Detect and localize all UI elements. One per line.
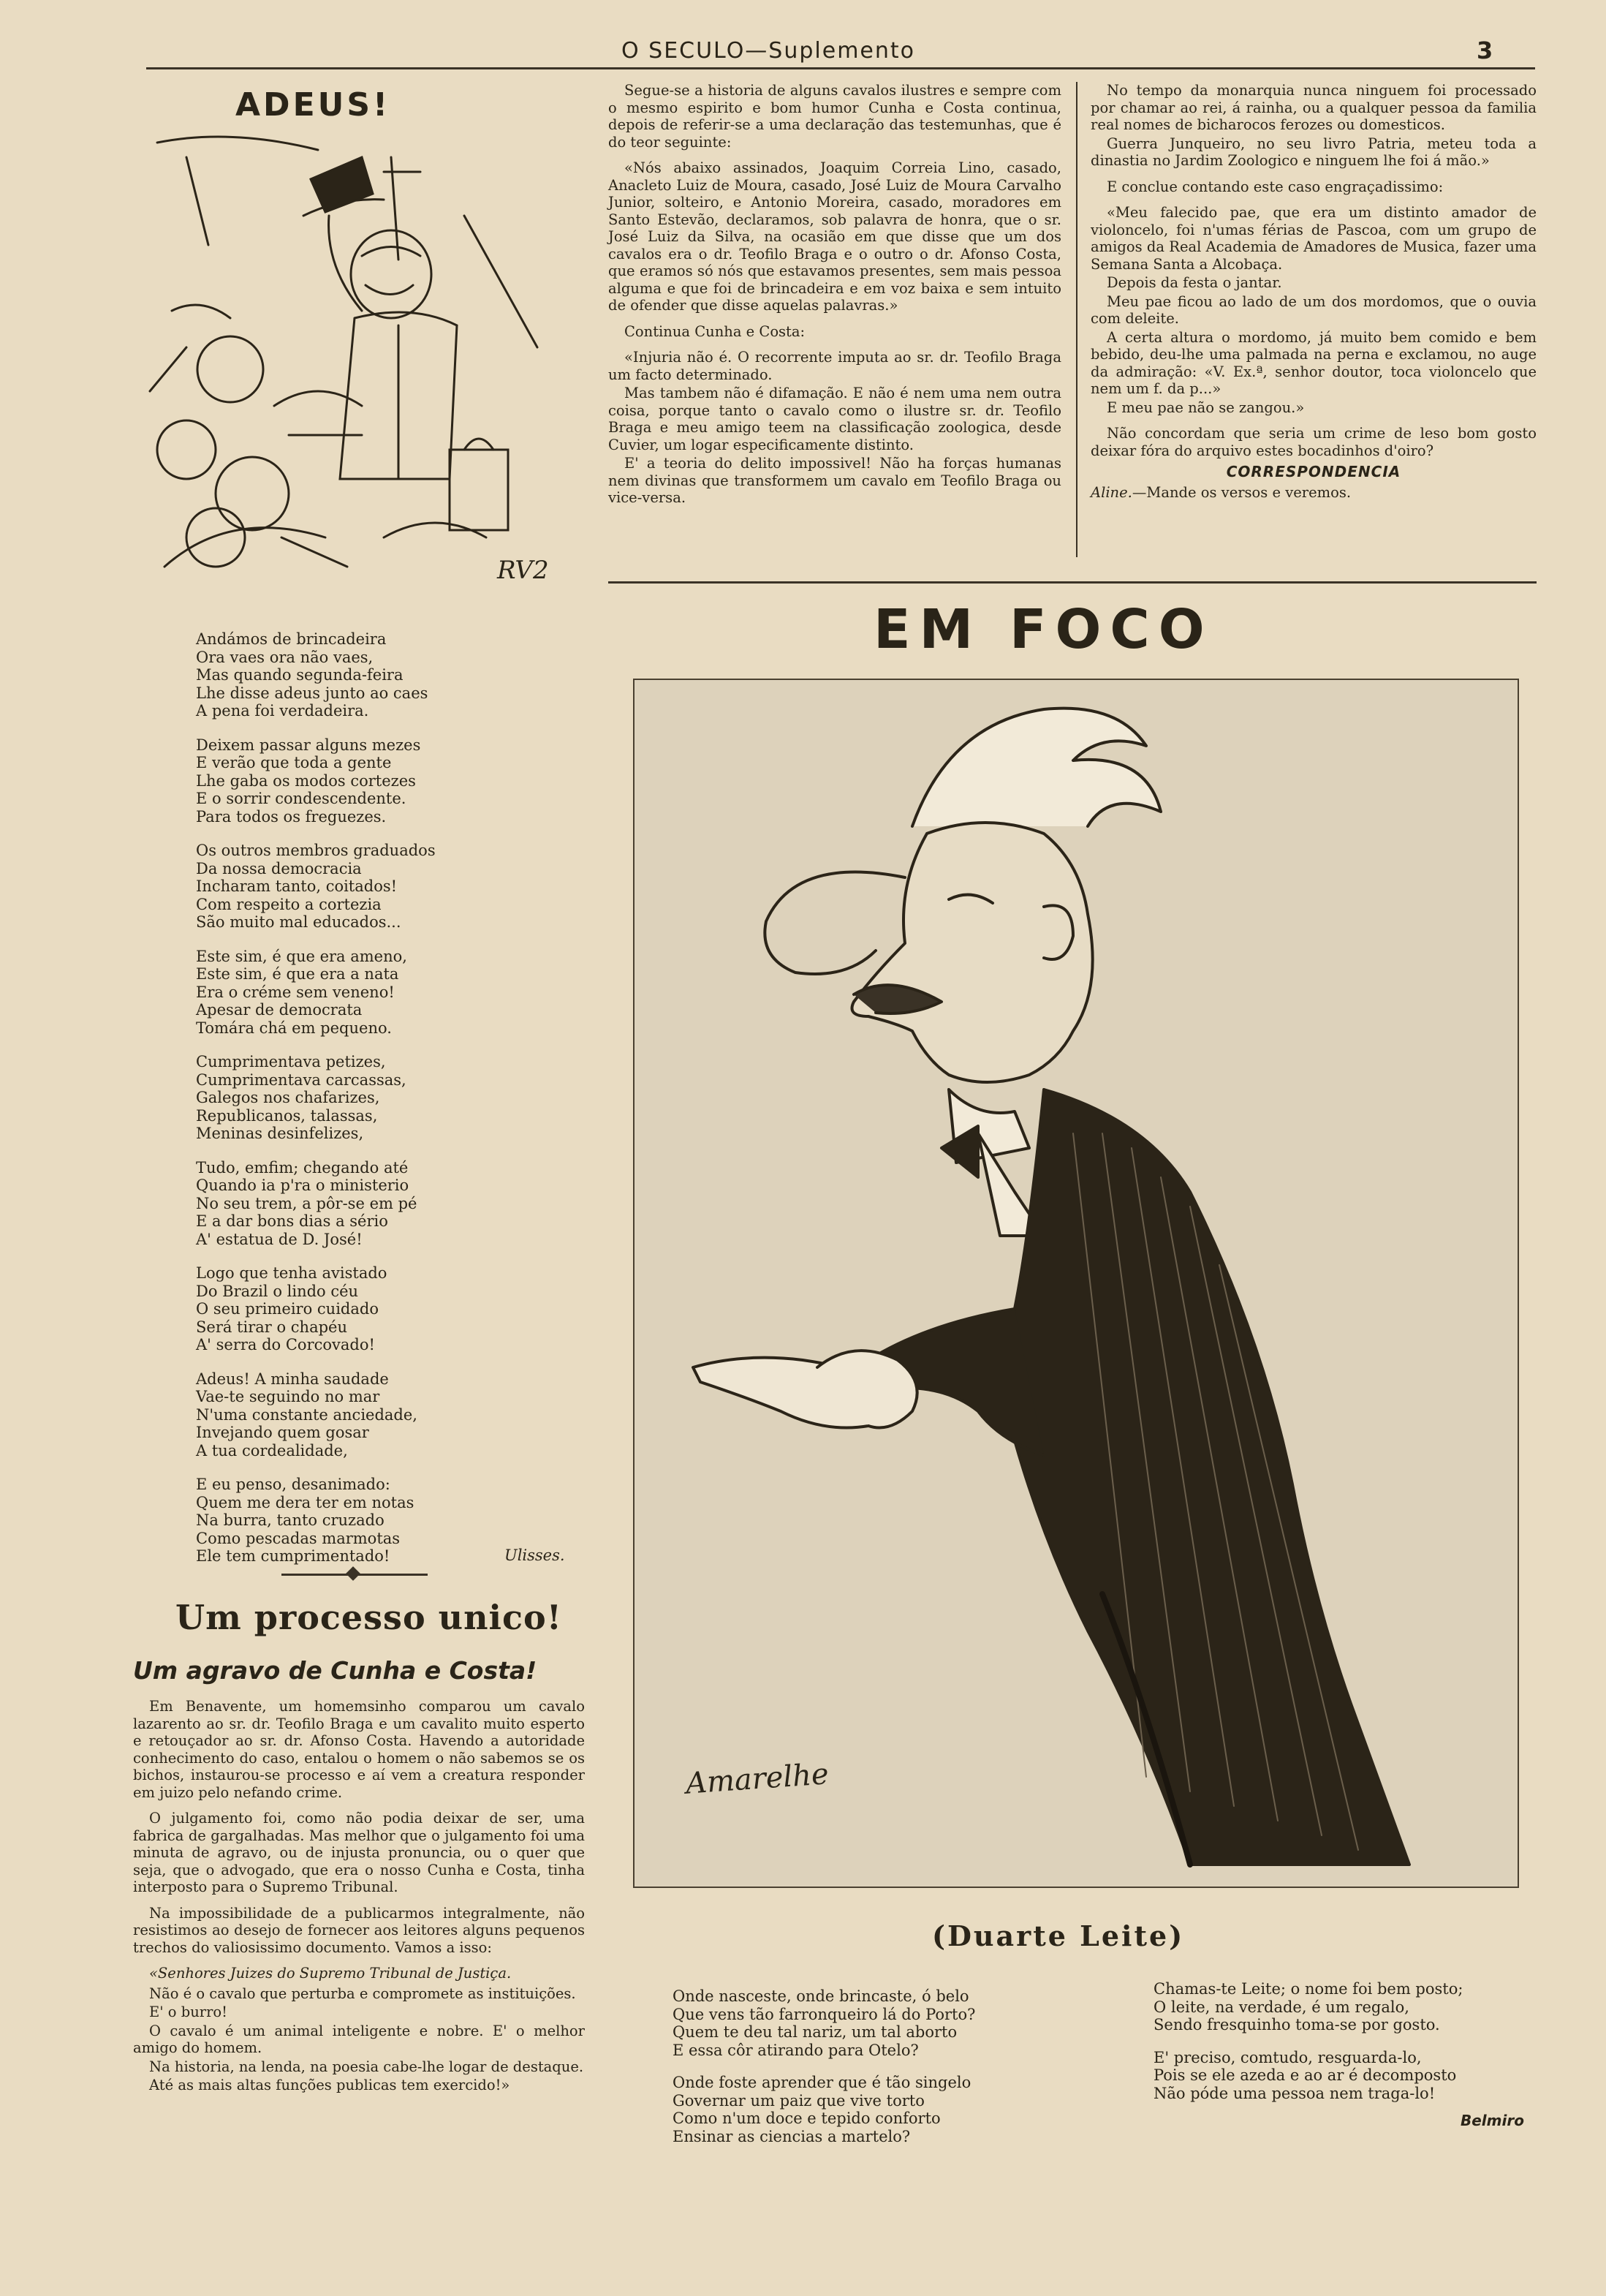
article-processo-body	[133, 1698, 585, 2094]
poem-line: O seu primeiro cuidado	[196, 1300, 379, 1318]
poem-line: Será tirar o chapéu	[196, 1318, 347, 1336]
poem-line: Logo que tenha avistado	[196, 1264, 387, 1282]
caricature-signature: Amarelhe	[684, 1757, 830, 1801]
poem-line: Lhe disse adeus junto ao caes	[196, 684, 428, 702]
poem-stanza	[673, 1987, 1053, 2059]
paragraph: Continua Cunha e Costa:	[624, 322, 806, 340]
cartoon-adeus-illustration	[143, 128, 559, 596]
poem-line: Deixem passar alguns mezes	[196, 736, 421, 754]
poem-stanza	[1154, 1980, 1519, 2034]
poem-line: Tudo, emfim; chegando até	[196, 1158, 409, 1177]
poem-line: Quem me dera ter em notas	[196, 1493, 414, 1511]
poem-line: A' serra do Corcovado!	[196, 1336, 375, 1353]
poem-line: Apesar de democrata	[196, 1001, 363, 1019]
paragraph: Na impossibilidade de a publicarmos integralmente, não resistimos ao desejo de fornecer aos leitores alguns pequenos trechos do valiosissimo documento. Vamos a isso:	[133, 1904, 585, 1956]
correspondencia-title: CORRESPONDENCIA	[1226, 463, 1401, 480]
section-rule	[608, 581, 1537, 584]
ornament-diamond	[346, 1566, 360, 1581]
header-rule	[146, 67, 1535, 69]
poem-line: E o sorrir condescendente.	[196, 790, 406, 807]
poem-line: Não póde uma pessoa nem traga-lo!	[1154, 2084, 1436, 2102]
paragraph: «Nós abaixo assinados, Joaquim Correia Lino, casado, Anacleto Luiz de Moura, casado, José Luiz de Moura Carvalho Junior, solteiro, e Antonio Moreira, casado, moradores em Santo Estevão, declaramos, sob palavra de honra, que o sr. José Luiz da Silva, na ocasião em que disse que um dos cavalos era o dr. Teofilo Braga e o outro o dr. Afonso Costa, que eramos só nós que estavamos presentes, sem mais pessoa alguma e que foi de brincadeira e em voz baixa e sem intuito de ofender que disse aquelas palavras.»	[608, 159, 1061, 314]
poem-line: O leite, na verdade, é um regalo,	[1154, 1998, 1409, 2016]
poem-line: N'uma constante anciedade,	[196, 1405, 417, 1424]
paragraph: «Senhores Juizes do Supremo Tribunal de Justiça.	[149, 1965, 512, 1982]
paragraph: Segue-se a historia de alguns cavalos ilustres e sempre com o mesmo espirito e bom humor Cunha e Costa continua, depois de referir-se a uma declaração das testemunhas, que é do teor seguinte:	[608, 82, 1061, 151]
poem-line: Sendo fresquinho toma-se por gosto.	[1154, 2016, 1440, 2033]
em-foco-title: EM FOCO	[874, 598, 1213, 661]
poem-line: Onde nasceste, onde brincaste, ó belo	[673, 1987, 969, 2005]
poem-line: A pena foi verdadeira.	[196, 702, 369, 720]
poem-line: Lhe gaba os modos cortezes	[196, 771, 416, 790]
poem-line: Cumprimentava carcassas,	[196, 1070, 406, 1089]
article-subtitle: Um agravo de Cunha e Costa!	[133, 1656, 537, 1685]
paragraph: «Injuria não é. O recorrente imputa ao sr. dr. Teofilo Braga um facto determinado.	[608, 349, 1061, 383]
paragraph: E conclue contando este caso engraçadissimo:	[1107, 178, 1444, 195]
em-foco-poem-author: Belmiro	[1461, 2112, 1524, 2129]
correspondencia-note	[1091, 484, 1537, 502]
column-middle	[608, 82, 1061, 516]
poem-stanza	[196, 736, 503, 826]
newspaper-header-title: O SECULO—Suplemento	[621, 38, 916, 64]
poem-stanza	[1154, 2049, 1519, 2103]
poem-line: No seu trem, a pôr-se em pé	[196, 1194, 417, 1212]
poem-stanza	[196, 1264, 503, 1354]
poem-line: Incharam tanto, coitados!	[196, 877, 398, 895]
poem-line: Era o créme sem veneno!	[196, 983, 395, 1001]
paragraph: «Meu falecido pae, que era um distinto amador de violoncelo, foi n'umas férias de Pascoa, com um grupo de amigos da Real Academia de Amadores de Musica, fazer uma Semana Santa a Alcobaça.	[1091, 204, 1537, 273]
caricature-duarte-leite	[635, 680, 1518, 1887]
em-foco-poem-left	[673, 1987, 1053, 2145]
column-divider	[1076, 82, 1077, 557]
poem-line: Galegos nos chafarizes,	[196, 1089, 380, 1106]
paragraph: Não é o cavalo que perturba e compromete as instituições.	[149, 1985, 576, 2002]
paragraph: Não concordam que seria um crime de leso bom gosto deixar fóra do arquivo estes bocadinhos d'oiro?	[1091, 425, 1537, 459]
paragraph: Na historia, na lenda, na poesia cabe-lhe logar de destaque.	[149, 2058, 584, 2075]
poem-line: Vae-te seguindo no mar	[196, 1388, 380, 1405]
poem-line: Mas quando segunda-feira	[196, 666, 404, 684]
poem-stanza	[196, 1159, 503, 1249]
poem-line: A' estatua de D. José!	[196, 1230, 363, 1248]
paragraph: E' o burro!	[149, 2004, 227, 2020]
paragraph: O cavalo é um animal inteligente e nobre. E' o melhor amigo do homem.	[133, 2022, 585, 2056]
poem-line: Chamas-te Leite; o nome foi bem posto;	[1154, 1980, 1463, 1998]
poem-line: Andámos de brincadeira	[196, 630, 387, 648]
poem-stanza	[196, 1476, 503, 1566]
poem-line: Ora vaes ora não vaes,	[196, 648, 374, 666]
paragraph: Em Benavente, um homemsinho comparou um cavalo lazarento ao sr. dr. Teofilo Braga e um cavalito muito esperto e retouçador ao sr. dr. Afonso Costa. Havendo a autoridade conhecimento do caso, entalou o homem o não sabemos se os bichos, instaurou-se processo e aí vem a creatura responder em juizo pelo nefando crime.	[133, 1698, 585, 1801]
poem-line: E' preciso, comtudo, resguarda-lo,	[1154, 2048, 1422, 2066]
poem-stanza	[196, 842, 503, 932]
poem-line: Cumprimentava petizes,	[196, 1053, 386, 1070]
caricature-frame	[633, 679, 1519, 1888]
paragraph: Guerra Junqueiro, no seu livro Patria, meteu toda a dinastia no Jardim Zoologico e ninguem lhe foi á mão.»	[1091, 135, 1537, 169]
paragraph: E meu pae não se zangou.»	[1107, 399, 1305, 416]
poem-line: Quem te deu tal nariz, um tal aborto	[673, 2023, 958, 2041]
poem-line: Onde foste aprender que é tão singelo	[673, 2074, 971, 2091]
poem-line: Com respeito a cortezia	[196, 895, 382, 913]
poem-line: Pois se ele azeda e ao ar é decomposto	[1154, 2066, 1457, 2084]
poem-line: Da nossa democracia	[196, 859, 362, 877]
page-number: 3	[1477, 37, 1493, 64]
poem-line: Do Brazil o lindo céu	[196, 1282, 359, 1300]
poem-line: São muito mal educados...	[196, 913, 401, 931]
poem-stanza	[196, 1370, 503, 1460]
poem-stanza	[196, 1053, 503, 1143]
poem-line: Tomára chá em pequeno.	[196, 1019, 392, 1037]
caricature-caption: (Duarte Leite)	[932, 1919, 1185, 1952]
poem-line: E a dar bons dias a sério	[196, 1212, 388, 1230]
poem-line: Como pescadas marmotas	[196, 1529, 401, 1547]
paragraph: Depois da festa o jantar.	[1107, 274, 1282, 291]
poem-line: Para todos os freguezes.	[196, 807, 387, 826]
article-title: Um processo unico!	[175, 1598, 562, 1637]
paragraph: No tempo da monarquia nunca ninguem foi processado por chamar ao rei, á rainha, ou a qualquer pessoa da familia real nomes de bicharocos ferozes ou domesticos.	[1091, 82, 1537, 133]
correspondencia-name: Aline.	[1091, 483, 1132, 501]
poem-line: Ele tem cumprimentado!	[196, 1547, 390, 1565]
poem-line: Governar um paiz que vive torto	[673, 2091, 925, 2110]
em-foco-poem-right	[1154, 1980, 1519, 2102]
poem-line: Que vens tão farronqueiro lá do Porto?	[673, 2005, 976, 2023]
poem-line: Meninas desinfelizes,	[196, 1125, 364, 1142]
poem-author: Ulisses.	[504, 1547, 565, 1564]
correspondencia-text: —Mande os versos e veremos.	[1132, 483, 1352, 501]
paragraph: E' a teoria do delito impossivel! Não ha forças humanas nem divinas que transformem um cavalo em Teofilo Braga ou vice-versa.	[608, 455, 1061, 506]
poem-line: E verão que toda a gente	[196, 754, 392, 771]
poem-line: Este sim, é que era a nata	[196, 965, 399, 983]
poem-line: Como n'um doce e tepido conforto	[673, 2110, 941, 2127]
poem-line: Republicanos, talassas,	[196, 1106, 378, 1125]
column-right	[1091, 82, 1537, 501]
cartoon-signature: RV2	[497, 556, 549, 585]
poem-line: E eu penso, desanimado:	[196, 1476, 390, 1493]
paragraph: Meu pae ficou ao lado de um dos mordomos, que o ouvia com deleite.	[1091, 292, 1537, 327]
poem-line: Adeus! A minha saudade	[196, 1370, 389, 1388]
poem-line: Ensinar as ciencias a martelo?	[673, 2127, 911, 2145]
poem-line: Este sim, é que era ameno,	[196, 947, 407, 965]
poem-stanza	[196, 948, 503, 1038]
paragraph: Até as mais altas funções publicas tem exercido!»	[149, 2077, 510, 2093]
paragraph: A certa altura o mordomo, já muito bem comido e bem bebido, deu-lhe uma palmada na perna e exclamou, no auge da admiração: «V. Ex.ª, senhor doutor, toca violoncelo que nem um f. da p...»	[1091, 328, 1537, 397]
poem-adeus	[196, 630, 503, 1566]
poem-stanza	[673, 2074, 1053, 2145]
poem-line: E essa côr atirando para Otelo?	[673, 2041, 919, 2059]
poem-line: Na burra, tanto cruzado	[196, 1511, 385, 1529]
poem-stanza	[196, 630, 503, 720]
poem-line: Invejando quem gosar	[196, 1424, 369, 1441]
cartoon-title: ADEUS!	[235, 86, 391, 124]
paragraph: O julgamento foi, como não podia deixar de ser, uma fabrica de gargalhadas. Mas melhor que o julgamento foi uma minuta de agravo, ou de injusta pronuncia, ou o quer que seja, que o advogado, que era o nosso Cunha e Costa, tinha interposto para o Supremo Tribunal.	[133, 1810, 585, 1895]
paragraph: Mas tambem não é difamação. E não é nem uma nem outra coisa, porque tanto o cavalo como o ilustre sr. dr. Teofilo Braga e meu amigo teem na classificação zoologica, desde Cuvier, um logar especificamente distinto.	[608, 385, 1061, 453]
poem-line: Os outros membros graduados	[196, 842, 436, 859]
poem-line: Quando ia p'ra o ministerio	[196, 1177, 409, 1194]
poem-line: A tua cordealidade,	[196, 1441, 348, 1459]
